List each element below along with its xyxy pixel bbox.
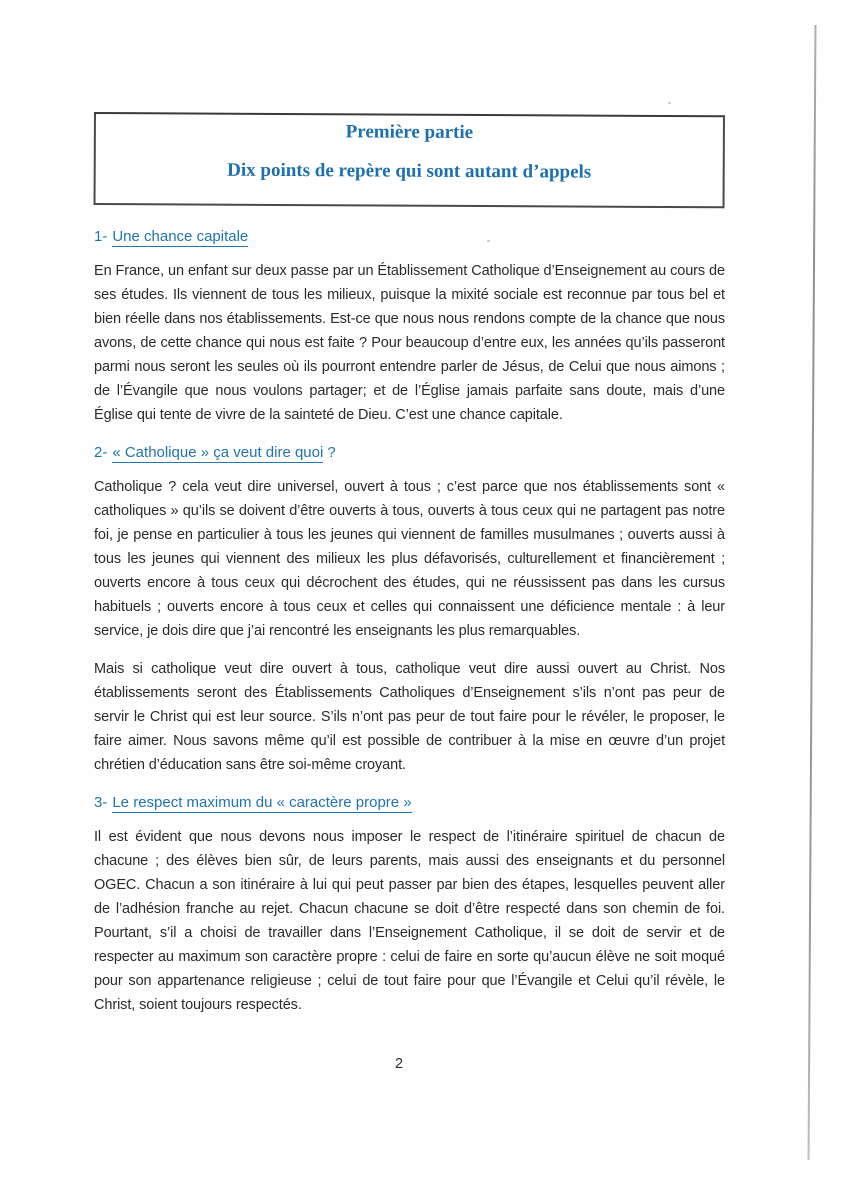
section-2-heading	[94, 441, 725, 465]
section-1-number: 1-	[94, 228, 108, 245]
page-number: 2	[394, 1056, 404, 1072]
title-box	[94, 112, 725, 208]
section-3-title: Le respect maximum du « caractère propre »	[112, 794, 412, 811]
section-1-heading	[94, 225, 725, 249]
section-3-paragraph: Il est évident que nous devons nous imposer le respect de l’itinéraire spirituel de chacun de chacune ; des élèves bien sûr, de leurs parents, mais aussi des enseignants et du personnel OGEC. Chacun a son itinéraire à lui qui peut passer par bien des étapes, lesquelles peuvent aller de l’adhésion franche au rejet. Chacun chacune se doit d’être respecté dans son chemin de foi. Pourtant, s’il a choisi de travailler dans l’Enseignement Catholique, il se doit de servir et de respecter au maximum son caractère propre : celui de faire en sorte qu’aucun élève ne soit moqué pour son appartenance religieuse ; celui de tout faire pour que l’Évangile et Celui qu’il révèle, le Christ, soient toujours respectés.	[94, 829, 725, 1013]
section-2-paragraph-2: Mais si catholique veut dire ouvert à tous, catholique veut dire aussi ouvert au Christ. Nos établissements seront des Établissements Catholiques d’Enseignement s’ils n’ont pas peur de servir le Christ qui est leur source. S’ils n’ont pas peur de tout faire pour le révéler, le proposer, le faire aimer. Nous savons même qu’il est possible de contribuer à la mise en œuvre d’un projet chrétien d’éducation sans être soi-même croyant.	[94, 661, 725, 773]
part-subtitle: Dix points de repère qui sont autant d’appels	[227, 159, 592, 183]
part-title: Première partie	[345, 121, 474, 143]
section-3-number: 3-	[94, 794, 108, 811]
section-2-title: « Catholique » ça veut dire quoi	[112, 444, 324, 461]
document-content	[94, 0, 725, 1031]
section-1-title: Une chance capitale	[112, 228, 249, 245]
section-2-title-suffix: ?	[327, 444, 336, 461]
section-2-number: 2-	[94, 444, 108, 461]
section-2-paragraph-1: Catholique ? cela veut dire universel, ouvert à tous ; c’est parce que nos établissements sont « catholiques » qu’ils se doivent d’être ouverts à tous, ouverts à tous ceux qui ne partagent pas notre foi, je pense en particulier à tous les jeunes qui viennent de familles musulmanes ; ouverts aussi à tous les jeunes qui viennent des milieux les plus défavorisés, culturellement et financièrement ; ouverts encore à tous ceux qui décrochent des études, qui ne réussissent pas dans les cursus habituels ; ouverts encore à tous ceux et celles qui connaissent une déficience mentale : à leur service, je dois dire que j’ai rencontré les enseignants les plus remarquables.	[94, 479, 725, 639]
scan-artifact-line	[808, 25, 816, 1160]
section-3-heading	[94, 791, 725, 815]
section-1-paragraph: En France, un enfant sur deux passe par un Établissement Catholique d’Enseignement au cours de ses études. Ils viennent de tous les milieux, puisque la mixité sociale est reconnue par tous bel et bien réelle dans nos établissements. Est-ce que nous nous rendons compte de la chance que nous avons, de cette chance qui nous est faite ? Pour beaucoup d’entre eux, les années qu’ils passeront parmi nous seront les seules où ils pourront entendre parler de Jésus, de Celui que nous aimons ; de l’Évangile que nous voulons partager; et de l’Église jamais parfaite sans doute, mais d’une Église qui tente de vivre de la sainteté de Dieu. C’est une chance capitale.	[94, 263, 725, 423]
